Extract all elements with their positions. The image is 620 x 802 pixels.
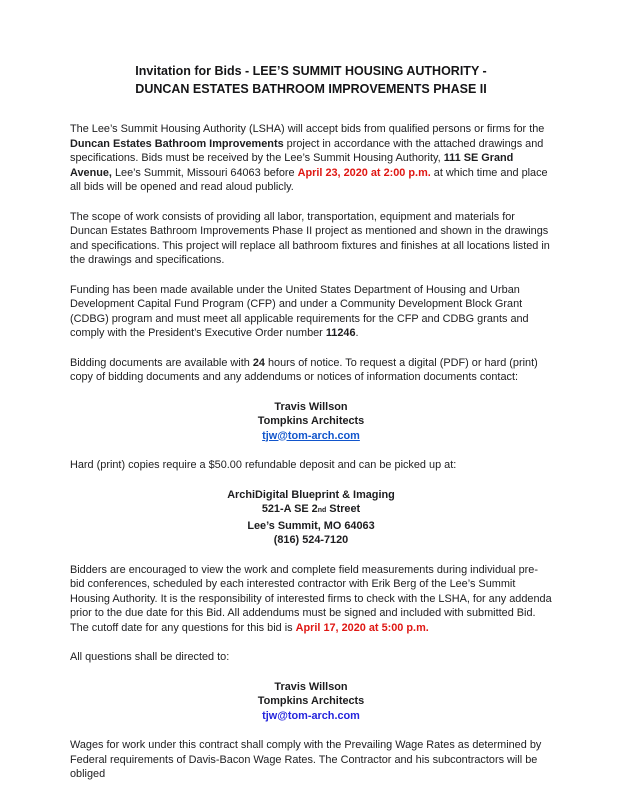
contact-block-1 bbox=[70, 400, 552, 444]
questions-paragraph: All questions shall be directed to: bbox=[70, 651, 230, 663]
intro-text: The Lee’s Summit Housing Authority (LSHA) will accept bids from qualified persons or firms for the bbox=[70, 123, 545, 135]
pickup-city-state-zip: Lee’s Summit, MO 64063 bbox=[247, 519, 375, 532]
executive-order-number: 11246 bbox=[325, 327, 356, 339]
cutoff-text: The cutoff date for any questions for this bid is bbox=[70, 621, 296, 634]
contact-email-link[interactable]: tjw@tom-arch.com bbox=[262, 429, 360, 442]
funding-text: . bbox=[355, 327, 359, 339]
question-cutoff-date: April 17, 2020 at 5:00 p.m. bbox=[295, 621, 429, 634]
wages-paragraph: Wages for work under this contract shall comply with the Prevailing Wage Rates as determined by Federal requirements of Davis-Bacon Wage Rates. The Contractor and his subcontractors will be obliged bbox=[70, 739, 542, 780]
authority-address-bold: 111 SE Grand Avenue, bbox=[70, 152, 514, 179]
bidding-docs-paragraph bbox=[70, 356, 552, 385]
pickup-address-block bbox=[70, 488, 552, 548]
project-name-bold: Duncan Estates Bathroom Improvements bbox=[70, 137, 284, 150]
contact-email-link[interactable]: tjw@tom-arch.com bbox=[262, 709, 360, 722]
intro-text: at which time and place all bids will be opened and read aloud publicly. bbox=[70, 166, 548, 193]
bid-due-date: April 23, 2020 at 2:00 p.m. bbox=[297, 166, 431, 179]
intro-text: project in accordance with the attached drawings and specifications. Bids must be received by the Lee’s Summit Housing Authority, bbox=[70, 137, 544, 164]
bidding-docs-text: Bidding documents are available with bbox=[70, 356, 253, 369]
contact-name: Travis Willson bbox=[274, 400, 348, 413]
notice-hours-bold: 24 bbox=[252, 356, 265, 369]
contact-firm: Tompkins Architects bbox=[257, 415, 365, 427]
contact-block-2 bbox=[70, 680, 552, 724]
bidders-text: Bidders are encouraged to view the work and complete field measurements during individual pre-bid conferences, scheduled by each interested contractor with Erik Berg of the Lee’s Summit Housing Authority. It is the responsibility of interested firms to check with the LSHA, for any addenda prior to the due date for this Bid. All addendums must be signed and included with submitted Bid. bbox=[70, 563, 552, 619]
pickup-phone: (816) 524-7120 bbox=[273, 534, 349, 546]
funding-paragraph bbox=[70, 283, 552, 341]
contact-firm: Tompkins Architects bbox=[257, 695, 365, 707]
bidding-docs-text: hours of notice. To request a digital (PDF) or hard (print) copy of bidding documents and any addendums or notices of information documents contact: bbox=[70, 356, 538, 383]
pickup-company: ArchiDigital Blueprint & Imaging bbox=[227, 488, 395, 501]
pickup-street: 521-A SE 2nd Street bbox=[261, 503, 361, 515]
contact-name: Travis Willson bbox=[274, 680, 348, 693]
document-title-line2: DUNCAN ESTATES BATHROOM IMPROVEMENTS PHASE II bbox=[135, 82, 487, 96]
document-title-line1: Invitation for Bids - LEE’S SUMMIT HOUSING AUTHORITY - bbox=[135, 64, 487, 78]
scope-paragraph: The scope of work consists of providing all labor, transportation, equipment and materials for Duncan Estates Bathroom Improvements Phase II project as mentioned and shown in the drawings and specifications. This project will replace all bathroom fixtures and finishes at all locations listed in the drawings and specifications. bbox=[70, 210, 550, 266]
intro-text: Lee’s Summit, Missouri 64063 before bbox=[111, 166, 298, 179]
bidders-paragraph bbox=[70, 563, 552, 636]
hard-copy-paragraph: Hard (print) copies require a $50.00 refundable deposit and can be picked up at: bbox=[70, 459, 457, 471]
intro-paragraph bbox=[70, 122, 552, 195]
document-title bbox=[70, 62, 552, 98]
street-ordinal: nd bbox=[317, 507, 327, 514]
funding-text: Funding has been made available under the United States Department of Housing and Urban Development Capital Fund Program (CFP) and under a Community Development Block Grant (CDBG) program and must meet all applicable requirements for the CFP and CDBG grants and comply with the President’s Executive Order number bbox=[70, 283, 529, 339]
